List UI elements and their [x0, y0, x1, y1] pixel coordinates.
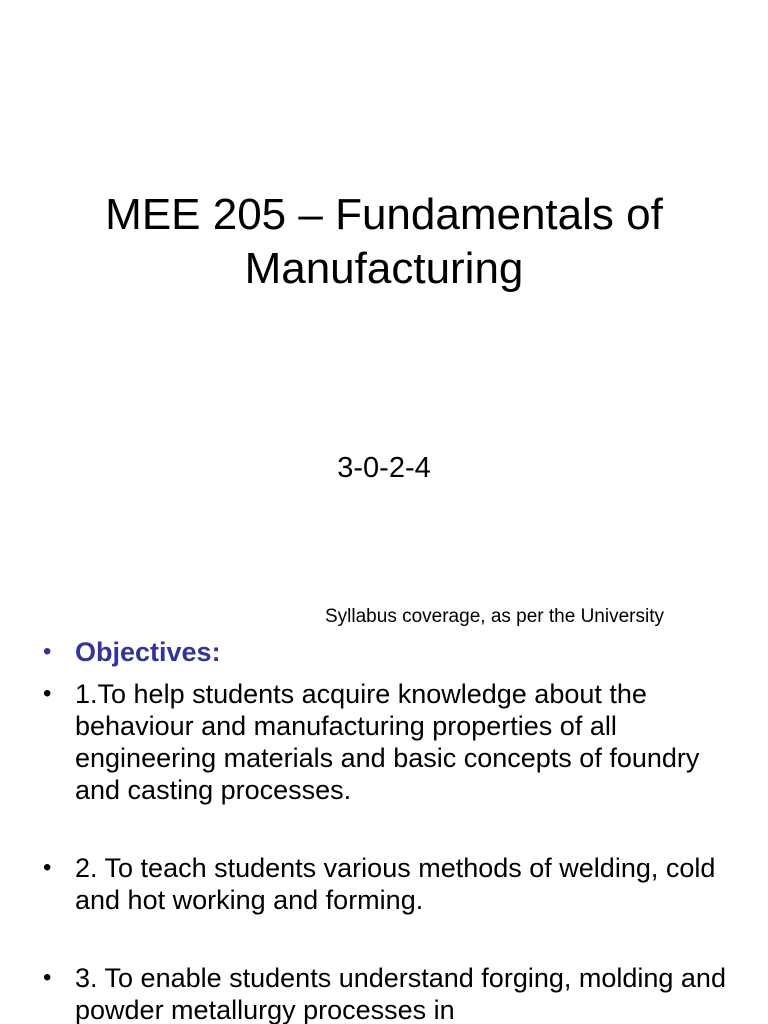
syllabus-note: Syllabus coverage, as per the University	[325, 606, 664, 627]
objectives-list	[0, 636, 768, 1024]
list-item	[0, 678, 768, 806]
title-line-1: MEE 205 – Fundamentals of	[105, 190, 663, 239]
course-code: 3-0-2-4	[337, 452, 431, 484]
bullet-glyph: •	[43, 638, 52, 665]
objectives-heading: Objectives:	[75, 637, 221, 667]
objective-text: 2. To teach students various methods of welding, cold and hot working and forming.	[75, 853, 716, 915]
objective-text: 3. To enable students understand forging, molding and powder metallurgy processes in	[75, 963, 726, 1024]
bullet-glyph: •	[43, 680, 52, 707]
list-item	[0, 962, 768, 1024]
title-line-2: Manufacturing	[244, 244, 524, 293]
objectives-heading-item	[0, 636, 768, 668]
bullet-glyph: •	[43, 964, 52, 991]
slide-title	[0, 188, 768, 296]
list-item	[0, 852, 768, 916]
bullet-glyph: •	[43, 854, 52, 881]
objective-text: 1.To help students acquire knowledge about the behaviour and manufacturing properties of all engineering materials and basic concepts of foundry and casting processes.	[75, 679, 700, 805]
